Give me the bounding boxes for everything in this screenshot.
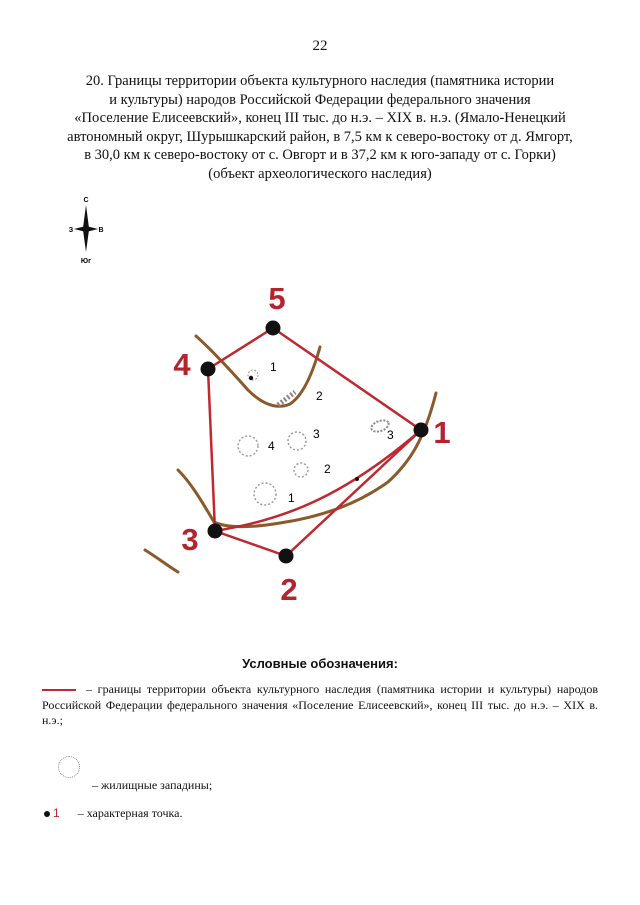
feature-label: 1 [288,491,295,505]
legend-point-item [44,806,544,821]
legend-boundary-text: – границы территории объекта культурного наследия (памятника истории и культуры) народов Российской Федерации федерального значения «Поселение Елисеевский», конец III тыс. до н.э. – XIX в. н.э.; [42,682,598,727]
feature-label: 4 [268,439,275,453]
feature-label: 1 [270,360,277,374]
boundary-point-3 [181,522,222,557]
site-features [238,360,394,505]
title-line: (объект археологического наследия) [208,165,432,182]
boundary-point-1 [414,415,451,450]
legend-pit-item [52,756,552,792]
dwelling-pit-4 [238,436,275,456]
feature-find-3 [370,418,394,442]
feature-find-1 [248,360,277,380]
legend-pit-text: – жилищные западины; [92,778,213,792]
feature-label: 2 [324,462,331,476]
boundary-point-2 [279,549,298,608]
boundary-point-5 [266,281,286,336]
svg-text:2: 2 [280,572,298,607]
title-line: в 30,0 км к северо-востоку от с. Овгорт и в 37,2 км к юго-западу от с. Горки) [84,147,556,164]
dwelling-pit-3 [288,427,320,450]
boundary-line-swatch [42,689,76,691]
legend-heading: Условные обозначения: [242,656,398,671]
svg-text:1: 1 [433,415,451,450]
dwelling-pit-1 [254,483,295,505]
legend-point-text: – характерная точка. [77,806,183,820]
terrain-edge-lower [145,550,178,572]
compass-rose-icon [69,197,104,265]
dwelling-pit-icon [58,756,80,778]
compass-north-label: С [83,197,89,204]
svg-text:4: 4 [173,347,191,382]
boundary-points [173,281,450,607]
dwelling-pit-2 [294,462,359,481]
feature-label: 2 [316,389,323,403]
page-number: 22 [312,38,328,54]
title-line: 20. Границы территории объекта культурного наследия (памятника истории [85,73,555,89]
point-dot-icon [44,811,50,817]
svg-text:3: 3 [181,522,199,557]
feature-label: 3 [313,427,320,441]
feature-label: 3 [387,428,394,442]
compass-south-label: Юг [80,258,92,265]
legend-point-number: 1 [53,806,60,820]
compass-east-label: В [98,227,104,234]
title-line: и культуры) народов Российской Федерации федерального значения [109,91,531,108]
compass-west-label: З [68,227,74,234]
svg-text:5: 5 [268,281,286,316]
title-line: «Поселение Елисеевский», конец III тыс. до н.э. – XIX в. н.э. (Ямало-Ненецкий [74,110,566,127]
title-line: автономный округ, Шурышкарский район, в 7,5 км к северо-востоку от д. Ямгорт, [67,128,573,145]
legend-boundary-item [42,682,598,729]
